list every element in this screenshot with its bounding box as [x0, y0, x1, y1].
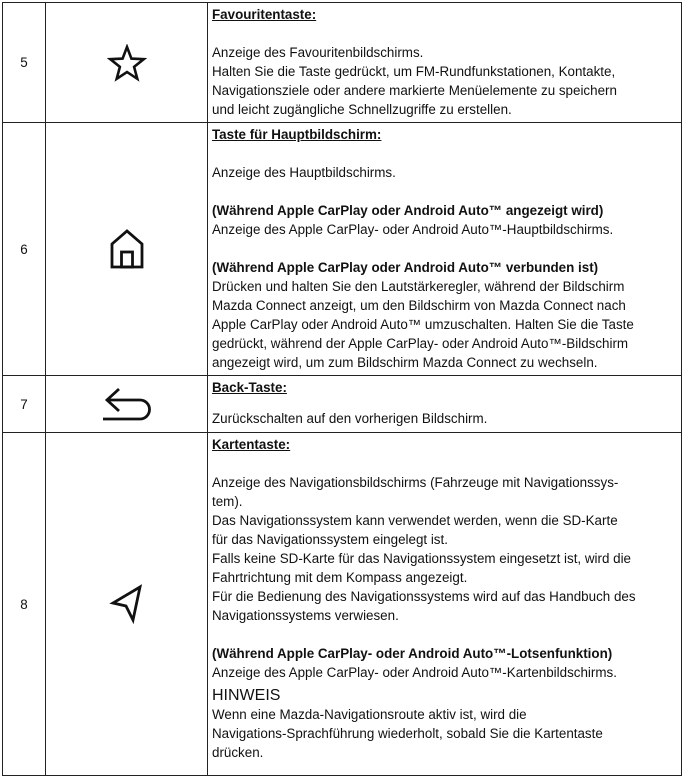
row-number: 6 [3, 123, 46, 376]
text-line: Fahrtrichtung mit dem Kompass angezeigt. [212, 570, 468, 585]
table-row [3, 3, 682, 123]
row-title: Back-Taste: [212, 380, 287, 395]
text-line: tem). [212, 494, 243, 509]
text-line: für das Navigationssystem eingelegt ist. [212, 532, 448, 547]
table-row [3, 433, 682, 776]
text-line: Wenn eine Mazda-Navigationsroute aktiv ist, wird die [212, 707, 527, 722]
star-icon [107, 44, 147, 82]
text-line: Mazda Connect anzeigt, um den Bildschirm von Mazda Connect nach [212, 298, 626, 313]
icon-cell [46, 376, 208, 433]
text-line: gedrückt, während der Apple CarPlay- oder Android Auto™-Bildschirm [212, 336, 629, 351]
description-cell [208, 3, 682, 123]
text-line: Anzeige des Apple CarPlay- oder Android Auto™-Hauptbildschirms. [212, 222, 614, 237]
table-row [3, 376, 682, 433]
text-line: Halten Sie die Taste gedrückt, um FM-Rundfunkstationen, Kontakte, [212, 64, 616, 79]
text-line: Anzeige des Favouritenbildschirms. [212, 45, 424, 60]
icon-cell [46, 3, 208, 123]
table-row [3, 123, 682, 376]
text-line: Falls keine SD-Karte für das Navigationssystem eingesetzt ist, wird die [212, 551, 632, 566]
description-cell [208, 433, 682, 776]
navigation-arrow-icon [107, 583, 147, 625]
text-line: Navigationssystems verwiesen. [212, 608, 399, 623]
button-reference-table [2, 2, 682, 776]
row-number: 5 [3, 3, 46, 123]
text-line: Navigationsziele oder andere markierte Menüelemente zu speichern [212, 83, 617, 98]
text-line: Anzeige des Hauptbildschirms. [212, 165, 396, 180]
icon-cell [46, 123, 208, 376]
text-line: Anzeige des Navigationsbildschirms (Fahrzeuge mit Navigationssys- [212, 475, 619, 490]
text-line: Drücken und halten Sie den Lautstärkeregler, während der Bildschirm [212, 279, 625, 294]
icon-cell [46, 433, 208, 776]
back-arrow-icon [99, 386, 155, 422]
note-heading: HINWEIS [212, 687, 281, 704]
description-cell [208, 376, 682, 433]
text-line: Das Navigationssystem kann verwendet werden, wenn die SD-Karte [212, 513, 618, 528]
condition-heading: (Während Apple CarPlay oder Android Auto™ verbunden ist) [212, 260, 599, 275]
row-number: 7 [3, 376, 46, 433]
text-line: und leicht zugängliche Schnellzugriffe zu erstellen. [212, 102, 512, 117]
condition-heading: (Während Apple CarPlay oder Android Auto™ angezeigt wird) [212, 203, 604, 218]
home-icon [107, 227, 147, 271]
text-line: angezeigt wird, um zum Bildschirm Mazda Connect zu wechseln. [212, 355, 598, 370]
row-title: Kartentaste: [212, 437, 291, 452]
text-line: Zurückschalten auf den vorherigen Bildschirm. [212, 411, 488, 426]
text-line: Für die Bedienung des Navigationssystems wird auf das Handbuch des [212, 589, 636, 604]
text-line: Anzeige des Apple CarPlay- oder Android Auto™-Kartenbildschirms. [212, 665, 617, 680]
condition-heading: (Während Apple CarPlay- oder Android Auto™-Lotsenfunktion) [212, 646, 613, 661]
text-line: Navigations-Sprachführung wiederholt, sobald Sie die Kartentaste [212, 726, 603, 741]
row-title: Favouritentaste: [212, 7, 317, 22]
row-title: Taste für Hauptbildschirm: [212, 127, 382, 142]
row-number: 8 [3, 433, 46, 776]
text-line: Apple CarPlay oder Android Auto™ umzuschalten. Halten Sie die Taste [212, 317, 634, 332]
description-cell [208, 123, 682, 376]
text-line: drücken. [212, 745, 264, 760]
